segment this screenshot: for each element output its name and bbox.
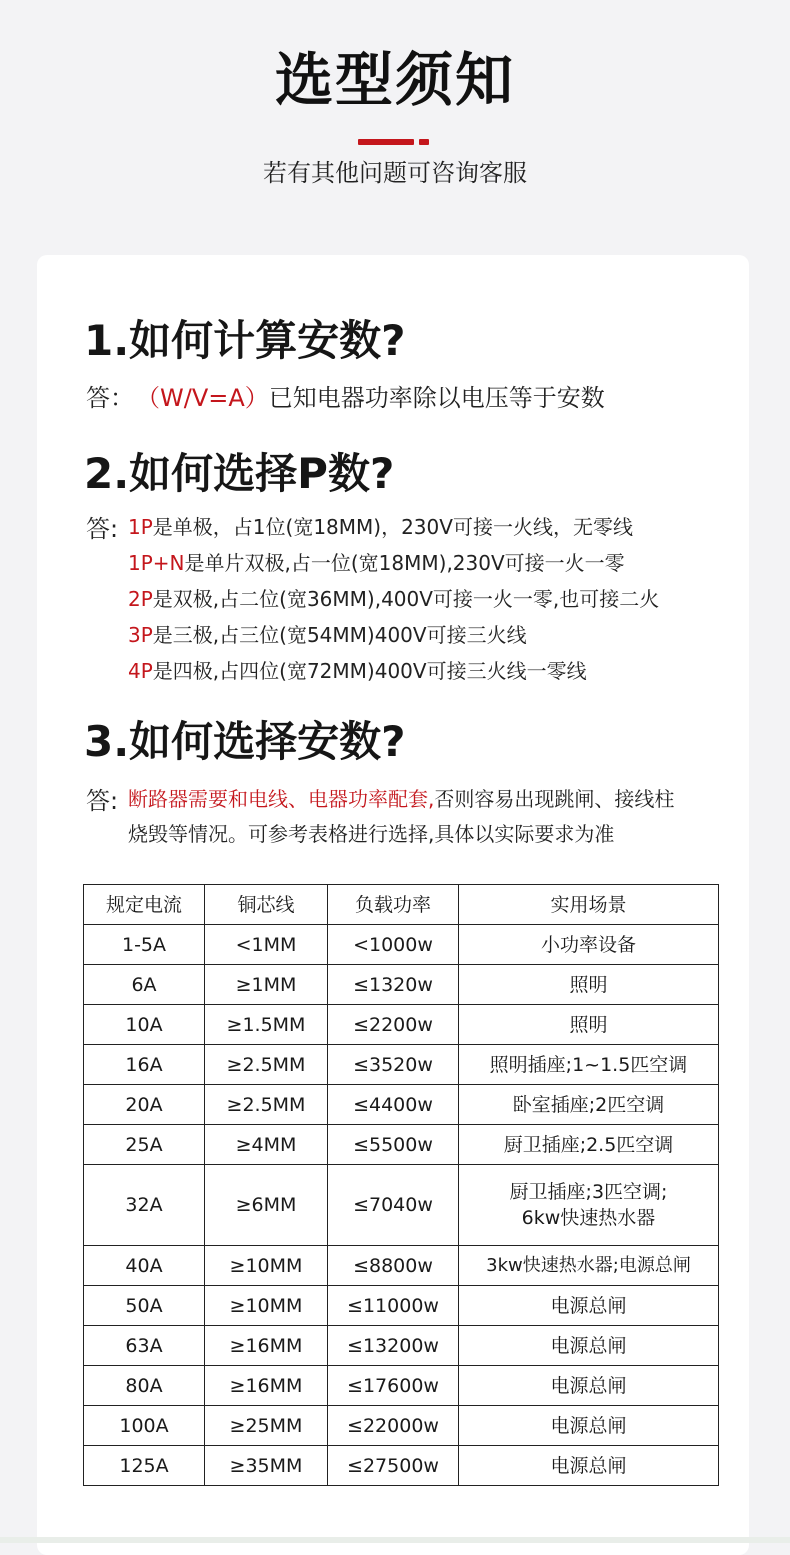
- cell-current: 20A: [84, 1085, 205, 1125]
- cell-current: 40A: [84, 1246, 205, 1286]
- table-row: [84, 1366, 719, 1406]
- cell-scene: 照明插座;1~1.5匹空调: [459, 1045, 719, 1085]
- cell-power: ≤2200w: [328, 1005, 459, 1045]
- cell-scene: 卧室插座;2匹空调: [459, 1085, 719, 1125]
- cell-wire: ≥2.5MM: [205, 1045, 328, 1085]
- pole-description: 是双极,占二位(宽36MM),400V可接一火一零,也可接二火: [152, 587, 660, 611]
- pole-description: 是三极,占三位(宽54MM)400V可接三火线: [152, 623, 527, 647]
- cell-current: 1-5A: [84, 925, 205, 965]
- cell-current: 100A: [84, 1406, 205, 1446]
- cell-scene: [459, 1165, 719, 1246]
- cell-power: ≤13200w: [328, 1326, 459, 1366]
- cell-scene: 3kw快速热水器;电源总闸: [459, 1246, 719, 1286]
- table-row: [84, 1005, 719, 1045]
- cell-scene: 照明: [459, 1005, 719, 1045]
- cell-wire: ≥2.5MM: [205, 1085, 328, 1125]
- cell-current: 25A: [84, 1125, 205, 1165]
- cell-current: 10A: [84, 1005, 205, 1045]
- answer-continuation: 否则容易出现跳闸、接线柱: [434, 787, 675, 811]
- cell-wire: ≥1MM: [205, 965, 328, 1005]
- cell-wire: ≥35MM: [205, 1446, 328, 1486]
- table-row: [84, 1286, 719, 1326]
- table-row: [84, 965, 719, 1005]
- header-wire: 铜芯线: [205, 885, 328, 925]
- cell-current: 80A: [84, 1366, 205, 1406]
- formula-explanation: 已知电器功率除以电压等于安数: [268, 384, 605, 412]
- cell-scene: 照明: [459, 965, 719, 1005]
- question-1-answer: [136, 381, 605, 415]
- cell-current: 6A: [84, 965, 205, 1005]
- title-accent-bar: [358, 139, 414, 145]
- page-title: 选型须知: [274, 46, 515, 114]
- cell-scene: 电源总闸: [459, 1326, 719, 1366]
- pole-description: 是四极,占四位(宽72MM)400V可接三火线一零线: [152, 659, 587, 683]
- question-1-title: 1.如何计算安数?: [84, 316, 406, 365]
- cell-power: <1000w: [328, 925, 459, 965]
- formula-text: （W/V=A）: [136, 384, 269, 412]
- pole-label: 1P+N: [128, 551, 185, 575]
- question-3-answer-prefix: 答:: [86, 787, 119, 815]
- cell-power: ≤17600w: [328, 1366, 459, 1406]
- breaker-spec-table: [83, 884, 719, 1486]
- table-row: [84, 1246, 719, 1286]
- pole-label: 3P: [128, 623, 153, 647]
- table-row: [84, 1446, 719, 1486]
- cell-scene-line-1: 厨卫插座;3匹空调;: [509, 1181, 668, 1203]
- pole-description: 是单极，占1位(宽18MM)，230V可接一火线，无零线: [152, 515, 633, 539]
- cell-power: ≤22000w: [328, 1406, 459, 1446]
- page-header: [0, 0, 790, 250]
- header-scene: 实用场景: [459, 885, 719, 925]
- cell-scene: 电源总闸: [459, 1446, 719, 1486]
- cell-current: 32A: [84, 1165, 205, 1246]
- question-3-answer-line-1: [128, 784, 674, 814]
- cell-scene: 电源总闸: [459, 1406, 719, 1446]
- question-2-title: 2.如何选择P数?: [84, 449, 395, 498]
- cell-scene: 电源总闸: [459, 1286, 719, 1326]
- table-row: [84, 1165, 719, 1246]
- cell-wire: ≥16MM: [205, 1326, 328, 1366]
- pole-description: 是单片双极,占一位(宽18MM),230V可接一火一零: [184, 551, 625, 575]
- header-current: 规定电流: [84, 885, 205, 925]
- pole-line-1p: [128, 512, 633, 542]
- cell-scene: 厨卫插座;2.5匹空调: [459, 1125, 719, 1165]
- cell-current: 16A: [84, 1045, 205, 1085]
- cell-scene-line-2: 6kw快速热水器: [521, 1207, 656, 1229]
- table-row: [84, 1045, 719, 1085]
- bottom-strip: [0, 1537, 790, 1543]
- cell-scene: 小功率设备: [459, 925, 719, 965]
- pole-line-4p: [128, 656, 587, 686]
- pole-line-1pn: [128, 548, 625, 578]
- cell-current: 63A: [84, 1326, 205, 1366]
- cell-power: ≤11000w: [328, 1286, 459, 1326]
- pole-label: 4P: [128, 659, 153, 683]
- pole-label: 1P: [128, 515, 153, 539]
- table-header-row: [84, 885, 719, 925]
- cell-power: ≤3520w: [328, 1045, 459, 1085]
- cell-power: ≤27500w: [328, 1446, 459, 1486]
- table-row: [84, 925, 719, 965]
- title-accent-dot: [419, 139, 429, 145]
- cell-power: ≤8800w: [328, 1246, 459, 1286]
- cell-wire: ≥16MM: [205, 1366, 328, 1406]
- table-row: [84, 1406, 719, 1446]
- table-row: [84, 1125, 719, 1165]
- cell-power: ≤5500w: [328, 1125, 459, 1165]
- header-power: 负载功率: [328, 885, 459, 925]
- page-subtitle: 若有其他问题可咨询客服: [263, 159, 527, 187]
- pole-line-2p: [128, 584, 659, 614]
- cell-power: ≤1320w: [328, 965, 459, 1005]
- warning-text: 断路器需要和电线、电器功率配套,: [128, 787, 435, 811]
- cell-scene: 电源总闸: [459, 1366, 719, 1406]
- question-3-title: 3.如何选择安数?: [84, 717, 406, 766]
- pole-label: 2P: [128, 587, 153, 611]
- pole-line-3p: [128, 620, 527, 650]
- question-1-answer-prefix: 答：: [86, 384, 134, 412]
- table-row: [84, 1085, 719, 1125]
- cell-wire: ≥4MM: [205, 1125, 328, 1165]
- cell-current: 125A: [84, 1446, 205, 1486]
- cell-power: ≤7040w: [328, 1165, 459, 1246]
- cell-wire: ≥10MM: [205, 1246, 328, 1286]
- question-3-answer-line-2: 烧毁等情况。可参考表格进行选择,具体以实际要求为准: [128, 822, 615, 846]
- cell-wire: <1MM: [205, 925, 328, 965]
- cell-wire: ≥6MM: [205, 1165, 328, 1246]
- cell-current: 50A: [84, 1286, 205, 1326]
- cell-wire: ≥10MM: [205, 1286, 328, 1326]
- cell-power: ≤4400w: [328, 1085, 459, 1125]
- cell-wire: ≥25MM: [205, 1406, 328, 1446]
- cell-wire: ≥1.5MM: [205, 1005, 328, 1045]
- question-2-answer-prefix: 答:: [86, 515, 119, 543]
- table-row: [84, 1326, 719, 1366]
